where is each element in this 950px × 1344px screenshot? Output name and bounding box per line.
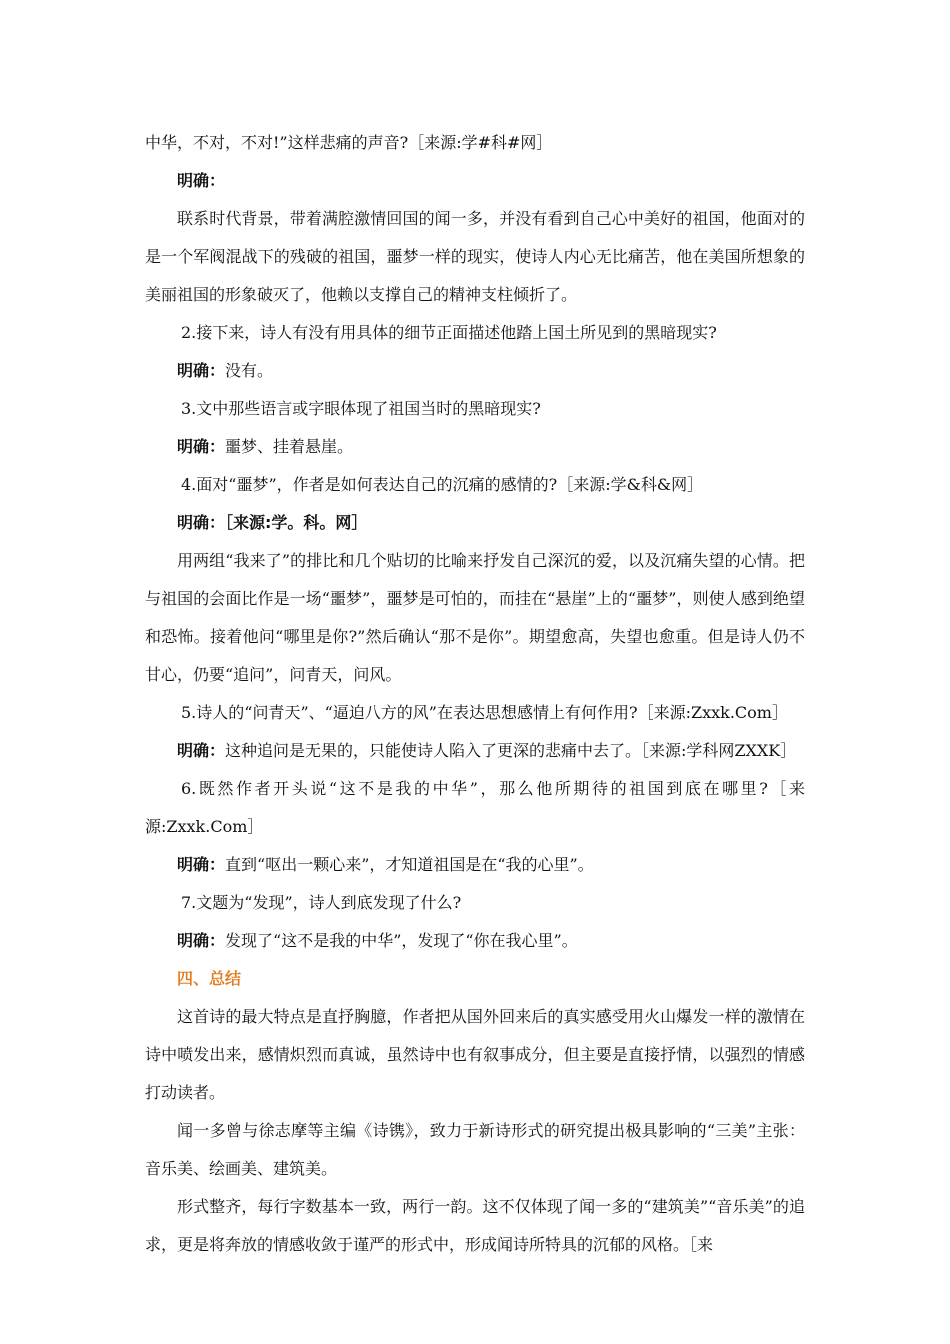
- paragraph-continued: 中华，不对，不对!”这样悲痛的声音?［来源:学#科#网］: [145, 133, 553, 152]
- answer-4-label: 明确：［来源:学。科。网］: [177, 513, 368, 532]
- answer-3: 明确：噩梦、挂着悬崖。: [177, 437, 354, 456]
- question-7: 7.文题为“发现”，诗人到底发现了什么?: [181, 893, 462, 912]
- document-body: [145, 124, 805, 1264]
- answer-7: 明确：发现了“这不是我的中华”，发现了“你在我心里”。: [177, 931, 578, 950]
- summary-paragraph-1: 这首诗的最大特点是直抒胸臆，作者把从国外回来后的真实感受用火山爆发一样的激情在诗中喷发出来，感情炽烈而真诚，虽然诗中也有叙事成分，但主要是直接抒情，以强烈的情感打动读者。: [145, 1007, 805, 1102]
- question-4: 4.面对“噩梦”，作者是如何表达自己的沉痛的感情的?［来源:学&科&网］: [181, 475, 704, 494]
- answer-5: 明确：这种追问是无果的，只能使诗人陷入了更深的悲痛中去了。［来源:学科网ZXXK］: [177, 741, 797, 760]
- answer-label: 明确：: [177, 171, 226, 190]
- answer-6: 明确：直到“呕出一颗心来”，才知道祖国是在“我的心里”。: [177, 855, 594, 874]
- question-6: 6.既然作者开头说“这不是我的中华”，那么他所期待的祖国到底在哪里?［来源:Zxxk.Com］: [145, 779, 805, 836]
- question-2: 2.接下来，诗人有没有用具体的细节正面描述他踏上国土所见到的黑暗现实?: [181, 323, 717, 342]
- answer-paragraph-1: 联系时代背景，带着满腔激情回国的闻一多，并没有看到自己心中美好的祖国，他面对的是一个军阀混战下的残破的祖国，噩梦一样的现实，使诗人内心无比痛苦，他在美国所想象的美丽祖国的形象破灭了，他赖以支撑自己的精神支柱倾折了。: [145, 209, 805, 304]
- summary-paragraph-3: 形式整齐，每行字数基本一致，两行一韵。这不仅体现了闻一多的“建筑美”“音乐美”的追求，更是将奔放的情感收敛于谨严的形式中，形成闻诗所特具的沉郁的风格。［来: [145, 1197, 805, 1254]
- question-3: 3.文中那些语言或字眼体现了祖国当时的黑暗现实?: [181, 399, 541, 418]
- section-heading-summary: 四、总结: [177, 969, 242, 988]
- answer-2: 明确：没有。: [177, 361, 274, 380]
- question-5: 5.诗人的“问青天”、“逼迫八方的风”在表达思想感情上有何作用?［来源:Zxxk.Com］: [181, 703, 788, 722]
- summary-paragraph-2: 闻一多曾与徐志摩等主编《诗镌》，致力于新诗形式的研究提出极具影响的“三美”主张：音乐美、绘画美、建筑美。: [145, 1121, 805, 1178]
- answer-paragraph-4: 用两组“我来了”的排比和几个贴切的比喻来抒发自己深沉的爱，以及沉痛失望的心情。把与祖国的会面比作是一场“噩梦”，噩梦是可怕的，而挂在“悬崖”上的“噩梦”，则使人感到绝望和恐怖。接着他问“哪里是你?”然后确认“那不是你”。期望愈高，失望也愈重。但是诗人仍不甘心，仍要“追问”，问青天，问风。: [145, 551, 805, 684]
